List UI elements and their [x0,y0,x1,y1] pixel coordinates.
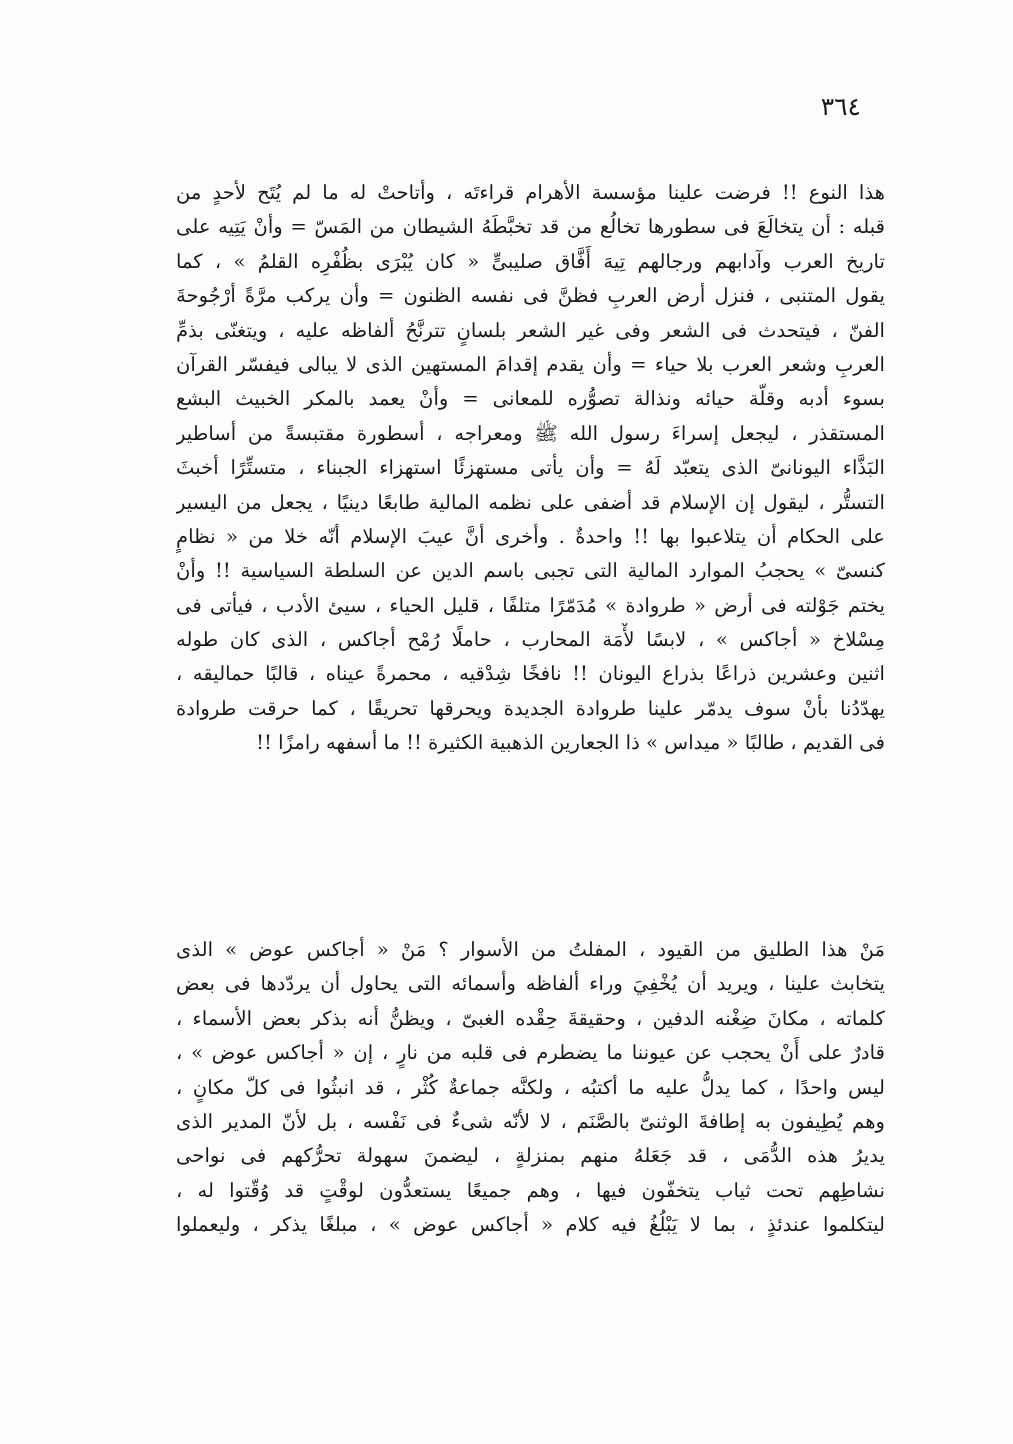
text-line: مَنْ هذا الطليق من القيود ، المفلتُ من الأسوار ؟ مَنْ « أجاكس عوض » الذى [176,938,885,961]
text-line: قبله : أن يتخالَعَ فى سطورها تخالُع من قد تخبَّطَهُ الشيطان من المَسّ = وأنْ يَتِيه على [176,215,885,239]
text-line: هذا النوع !! فرضت علينا مؤسسة الأهرام قراءتَه ، وأتاحتْ له ما لم يُتَح لأحدٍ من [176,181,885,204]
text-line: يختم جَوْلته فى أرض « طروادة » مُدَمّرًا متلفًا ، قليل الحياء ، سيئ الأدب ، فيأتى فى [176,593,885,617]
text-line: قادرٌ على أَنْ يحجب عن عيوننا ما يضطرم فى قلبه من نارٍ ، إن « أجاكس عوض » ، [176,1041,885,1065]
text-line: التستُّر ، ليقول إن الإسلام قد أضفى على نظمه المالية طابعًا دينيًا ، يجعل من اليسير [176,490,885,514]
text-line: وهم يُطِيفون به إطافةَ الوثنىّ بالصَّنَم ، لا لأنّه شىءٌ فى نَفْسه ، بل لأنّ المدير الذى [176,1109,885,1133]
text-line: يتخابث علينا ، ويريد أن يُخْفِيَ وراء ألفاظه وأسمائه التى يحاول أن يردّدها فى بعض [176,972,885,996]
text-line: ليس واحدًا ، كما يدلُّ عليه ما أكتبُه ، ولكنَّه جماعةٌ كُثْر ، قد انبثُوا فى كلّ مكانٍ ، [176,1075,885,1099]
paragraph-1 [176,176,885,761]
text-line: تاريخ العرب وآدابهم ورجالهم تِيهَ أَفَّاق صليبىٍّ « كان يُبْرَى بظُفْرِه القلمُ » ، كما [176,249,885,273]
text-line: المستقذر ، ليجعل إسراءَ رسول الله ﷺ ومعراجه ، أسطورة مقتبسةً من أساطير [176,421,885,445]
text-line: العربِ وشعر العرب بلا حياء = وأن يقدم إقدامَ المستهين الذى لا يبالى فيفسّر القرآن [176,352,885,376]
text-line: الفنّ ، فيتحدث فى الشعر وفى غير الشعر بلسانٍ تترنَّحُ ألفاظه عليه ، ويتغنّى بذمِّ [176,318,885,342]
text-line: ليتكلموا عندئذٍ ، بما لا يَبْلُغُ فيه كلام « أجاكس عوض » ، مبلغًا يذكر ، وليعملوا [176,1213,885,1237]
text-line: يهدّدُنا بأنْ سوف يدمّر علينا طروادة الجديدة ويحرقها تحريقًا ، كما حرقت طروادة [176,696,885,720]
paragraph-2 [176,933,885,1243]
text-line: البَذَّاء اليونانىّ الذى يتعبّد لَهُ = وأن يأتى مستهزئًا استهزاء الجبناء ، متستِّرًا أخبثَ [176,456,885,480]
text-line: كنسىّ » يحجبُ الموارد المالية التى تجبى باسم الدين عن السلطة السياسية !! وأنْ [176,559,885,583]
text-line: نشاطِهم تحت ثياب يتخفّون فيها ، وهم جميعًا يستعدُّون لوقْتٍ قد وُقّتوا له ، [176,1178,885,1202]
text-line: بسوء أدبه وقلّة حيائه ونذالة تصوُّره للمعانى = وأنْ يعمد بالمكر الخبيث البشع [176,387,885,411]
text-line: كلماته ، مكانَ ضِغْنه الدفين ، وحقيقةَ حِقْده الغبىّ ، ويظنُّ أنه بذكر بعض الأسماء ، [176,1006,885,1030]
text-line: على الحكام أن يتلاعبوا بها !! واحدةٌ . وأخرى أنَّ عيبَ الإسلام أنّه خلا من « نظامٍ [176,524,885,548]
text-line: اثنين وعشرين ذراعًا بذراع اليونان !! نافخًا شِدْقيه ، محمرةً عيناه ، قالبًا حماليقه ، [176,662,885,686]
page-number: ٣٦٤ [820,92,861,121]
text-line: فى القديم ، طالبًا « ميداس » ذا الجعارين الذهبية الكثيرة !! ما أسفهه رامزًا !! [256,731,885,755]
text-line: يديرُ هذه الدُّمَى ، قد جَعَلهُ منهم بمنزلةٍ ، ليضمنَ سهولة تحرُّكهم فى نواحى [176,1144,885,1168]
text-line: مِسْلاخ « أجاكس » ، لابسًا لأْمَة المحارب ، حاملًا رُمْح أجاكس ، الذى كان طوله [176,628,885,652]
text-line: يقول المتنبى ، فنزل أرض العربِ فظنَّ فى نفسه الظنون = وأن يركب مرَّةً أرْجُوحةَ [176,284,885,308]
